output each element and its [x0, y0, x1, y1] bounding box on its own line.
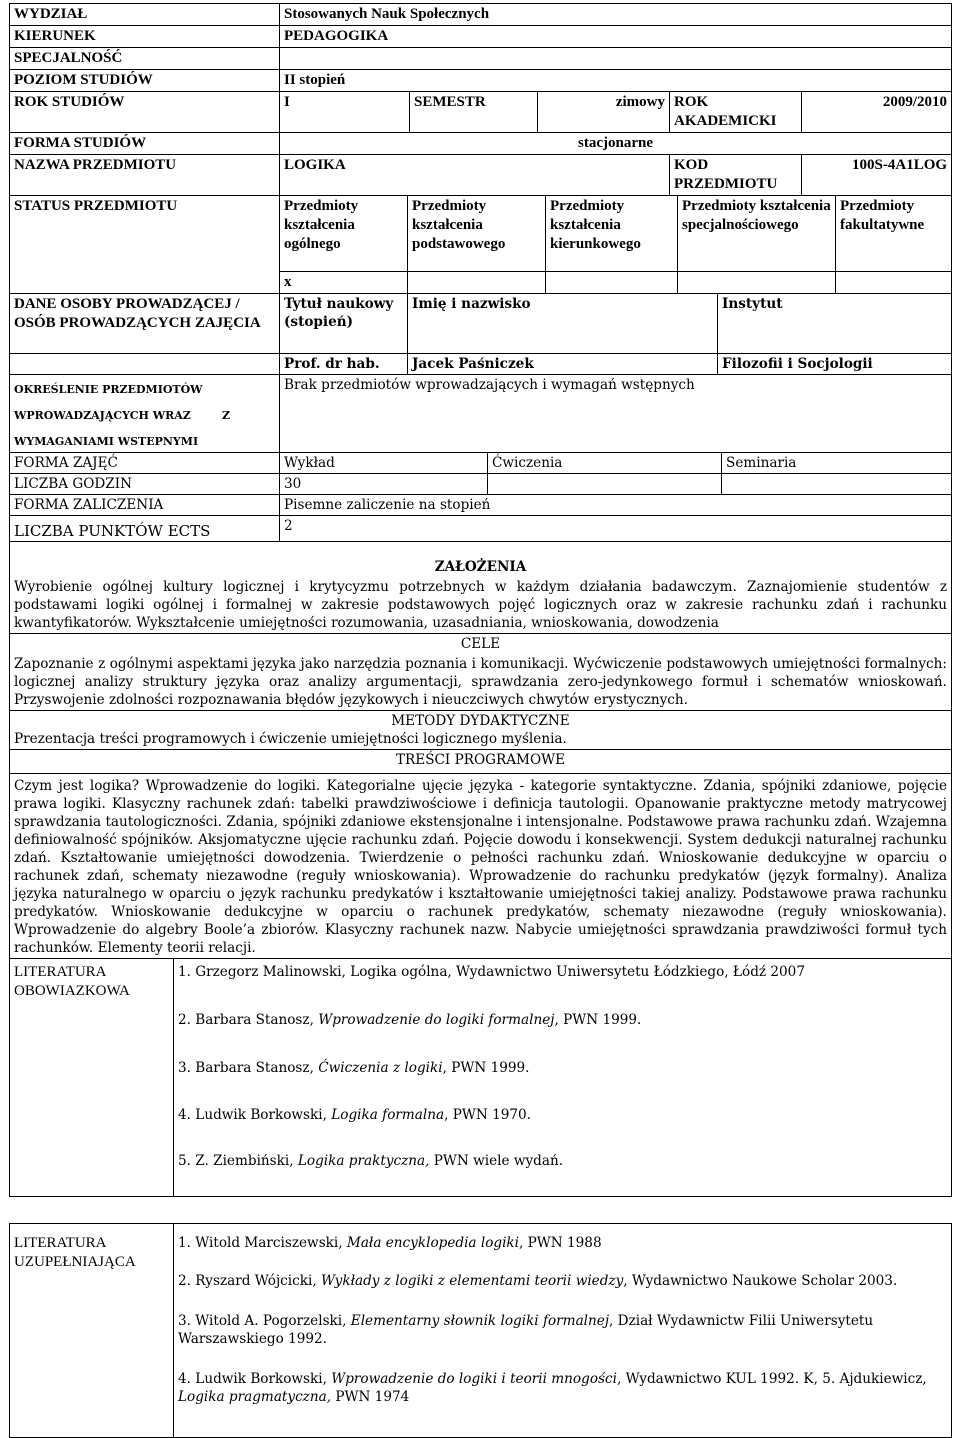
kierunek-value: PEDAGOGIKA [280, 26, 952, 48]
zaliczenie-label: FORMA ZALICZENIA [10, 495, 280, 516]
semestr-value: zimowy [538, 92, 670, 133]
prowadzacy-title: Prof. dr hab. [280, 354, 408, 375]
ects-value: 2 [280, 516, 952, 542]
rok-value: I [280, 92, 410, 133]
tresci-section [10, 774, 952, 959]
zalozenia-section [10, 542, 952, 634]
forma-zajec-seminaria: Seminaria [722, 453, 952, 474]
forma-zajec-label: FORMA ZAJĘĆ [10, 453, 280, 474]
kierunek-label: KIERUNEK [10, 26, 280, 48]
lit-uz-item-1-title: Mała encyklopedia logiki [346, 1235, 520, 1251]
tresci-heading: TREŚCI PROGRAMOWE [395, 752, 566, 768]
wymagania-label-line2: WPROWADZAJĄCYCH WRAZ [14, 409, 191, 422]
poziom-value: II stopień [280, 70, 952, 92]
lit-uz-item-4-post2: PWN 1974 [331, 1389, 410, 1405]
metody-section [10, 711, 952, 750]
lit-uz-item-2-post: , Wydawnictwo Naukowe Scholar 2003. [623, 1273, 898, 1289]
lit-uz-item-4-title2: Logika pragmatyczna, [178, 1389, 332, 1405]
lit-ob-item-3 [178, 1059, 947, 1079]
forma-zajec-table [9, 452, 952, 542]
lit-ob-item-5-title: Logika praktyczna, [297, 1153, 430, 1169]
lit-uz-item-1-post: , PWN 1988 [519, 1235, 602, 1251]
wymagania-table [9, 374, 952, 453]
wymagania-label-z: Z [222, 409, 231, 422]
rok-akademicki-value: 2009/2010 [802, 92, 952, 133]
metody-heading: METODY DYDAKTYCZNE [391, 713, 570, 729]
forma-studiow-value: stacjonarne [280, 133, 952, 155]
lit-uz-item-1-pre: 1. Witold Marciszewski, [178, 1235, 347, 1251]
lit-uz-item-2 [178, 1272, 947, 1290]
specjalnosc-label: SPECJALNOŚĆ [10, 48, 280, 70]
lit-ob-item-3-title: Ćwiczenia z logiki [318, 1060, 443, 1076]
prowadzacy-inst: Filozofii i Socjologii [718, 354, 952, 375]
kod-przedmiotu-value: 100S-4A1LOG [802, 155, 952, 196]
literatura-uzupelniajaca-label-1: LITERATURA [14, 1235, 107, 1251]
status-option-podstawowe: Przedmioty kształcenia podstawowego [408, 196, 546, 272]
forma-zajec-wyklad: Wykład [280, 453, 488, 474]
lit-uz-item-4 [178, 1370, 947, 1406]
semestr-label: SEMESTR [410, 92, 538, 133]
lit-uz-item-3 [178, 1312, 947, 1348]
lit-ob-item-5-pre: 5. Z. Ziembiński, [178, 1153, 298, 1169]
lit-ob-item-4-post: , PWN 1970. [444, 1107, 531, 1123]
literatura-uzupelniajaca-table [9, 1223, 952, 1438]
cele-text: Zapoznanie z ogólnymi aspektami języka jako narzędzia poznania i komunikacji. Wyćwiczenie podstawowych umiejętności formalnych: logicznej analizy struktury języka oraz analizy argumentacji, sprawdzania zero-jedynkowego formuł i schematów wnioskowań. Przyswojenie zdolności rozpoznawania błędów językowych i nieuczciwych chwytów erystycznych. [14, 656, 947, 708]
zalozenia-heading: ZAŁOŻENIA [434, 559, 527, 575]
ects-label: LICZBA PUNKTÓW ECTS [10, 516, 280, 542]
zaliczenie-value: Pisemne zaliczenie na stopień [280, 495, 952, 516]
lit-ob-item-1 [178, 963, 947, 983]
status-option-fakultatywne: Przedmioty fakultatywne [836, 196, 952, 272]
lit-uz-item-3-post: , Dział Wydawnictw Filii Uniwersytetu Warszawskiego 1992. [178, 1313, 874, 1347]
tresci-heading-cell [10, 750, 952, 774]
lit-uz-item-2-title: Wykłady z logiki z elementami teorii wiedzy [320, 1273, 624, 1289]
literatura-obowiazkowa-table [9, 958, 952, 1197]
rok-label: ROK STUDIÓW [10, 92, 280, 133]
lit-ob-item-3-post: , PWN 1999. [442, 1060, 530, 1076]
lit-uz-item-3-pre: 3. Witold A. Pogorzelski, [178, 1313, 351, 1329]
lit-ob-item-1-text: 1. Grzegorz Malinowski, Logika ogólna, Wydawnictwo Uniwersytetu Łódzkiego, Łódź 2007 [178, 964, 805, 980]
nazwa-przedmiotu-value: LOGIKA [280, 155, 670, 196]
literatura-obowiazkowa-list [174, 959, 952, 1197]
literatura-obowiazkowa-label [10, 959, 174, 1197]
status-option-specjalnosciowe: Przedmioty kształcenia specjalnościowego [678, 196, 836, 272]
lit-uz-item-1 [178, 1234, 947, 1252]
literatura-obowiazkowa-label-1: LITERATURA [14, 964, 107, 980]
prowadzacy-label: DANE OSOBY PROWADZĄCEJ / OSÓB PROWADZĄCYCH ZAJĘCIA [10, 294, 280, 354]
lit-ob-item-5-post: PWN wiele wydań. [429, 1153, 564, 1169]
specjalnosc-value [280, 48, 952, 70]
status-table [9, 195, 952, 294]
forma-zajec-cwiczenia: Ćwiczenia [488, 453, 722, 474]
lit-ob-item-4-title: Logika formalna [331, 1107, 445, 1123]
status-label: STATUS PRZEDMIOTU [10, 196, 280, 294]
status-option-ogolne: Przedmioty kształcenia ogólnego [280, 196, 408, 272]
wymagania-value: Brak przedmiotów wprowadzających i wymagań wstępnych [280, 375, 952, 453]
lit-ob-item-5 [178, 1152, 947, 1172]
lit-ob-item-4 [178, 1106, 947, 1126]
prowadzacy-col-name: Imię i nazwisko [408, 294, 718, 354]
wydzial-value: Stosowanych Nauk Społecznych [280, 4, 952, 26]
wymagania-label [10, 375, 280, 453]
zalozenia-text: Wyrobienie ogólnej kultury logicznej i krytycyzmu potrzebnych w każdym działania badawczym. Zaznajomienie studentów z podstawami logiki ogólnej i formalnej w zakresie podstawowych pojęć logicznych oraz w zakresie rachunku zdań i rachunku kwantyfikatorów. Wykształcenie umiejętności rozumowania, uzasadniania, wnioskowania, dowodzenia [14, 579, 947, 631]
wydzial-label: WYDZIAŁ [10, 4, 280, 26]
literatura-uzupelniajaca-label [10, 1224, 174, 1438]
lit-uz-item-4-post: , Wydawnictwo KUL 1992. K, 5. Ajdukiewicz, [616, 1371, 927, 1387]
cele-section [10, 634, 952, 711]
status-option-kierunkowe: Przedmioty kształcenia kierunkowego [546, 196, 678, 272]
cele-heading: CELE [460, 636, 501, 652]
lit-uz-item-4-title: Wprowadzenie do logiki i teorii mnogości [331, 1371, 617, 1387]
syllabus-page [9, 3, 951, 1438]
lit-ob-item-2-post: , PWN 1999. [554, 1012, 642, 1028]
nazwa-przedmiotu-label: NAZWA PRZEDMIOTU [10, 155, 280, 196]
tresci-text: Czym jest logika? Wprowadzenie do logiki. Kategorialne ujęcie języka - kategorie syntaktyczne. Zdania, spójniki zdaniowe, pojęcie prawa logiki. Klasyczny rachunek zdań: tabelki prawdziwościowe i definicja tautologii. Opanowanie praktyczne metody matrycowej sprawdzania tautologiczności. Zdania, spójniki zdaniowe ekstensjonalne i intensjonalne. Podstawowe prawa rachunku zdań. Wzajemna definiowalność spójników. Aksjomatyczne ujęcie rachunku zdań. Pojęcie dowodu i konsekwencji. System dedukcji naturalnej rachunku zdań. Kształtowanie umiejętności dowodzenia. Twierdzenie o pełności rachunku zdań. Wnioskowanie dedukcyjne w oparciu o rachunek zdań, schematy niezawodne (reguły wnioskowania). Wprowadzenie do rachunku predykatów (język formalny). Analiza języka naturalnego w oparciu o język rachunku predykatów i kształtowanie umiejętności takiej analizy. Podstawowe prawa rachunku predykatów. Wnioskowanie dedukcyjne w oparciu o rachunek predykatów, schematy niezawodne (reguły wnioskowania). Wprowadzenie do algebry Boole’a zbiorów. Klasyczny rachunek nazw. Nabycie umiejętności sprawdzania prawdziwości formuł tych rachunków. Elementy teorii relacji. [14, 778, 947, 956]
literatura-uzupelniajaca-list [174, 1224, 952, 1438]
header-table [9, 3, 952, 196]
wymagania-label-line1: OKREŚLENIE PRZEDMIOTÓW [14, 383, 203, 396]
literatura-uzupelniajaca-label-2: UZUPEŁNIAJĄCA [14, 1254, 136, 1270]
godziny-label: LICZBA GODZIN [10, 474, 280, 495]
status-mark: x [280, 272, 408, 294]
literatura-obowiazkowa-label-2: OBOWIAZKOWA [14, 983, 130, 999]
prowadzacy-col-title: Tytuł naukowy (stopień) [280, 294, 408, 354]
lit-ob-item-3-pre: 3. Barbara Stanosz, [178, 1060, 319, 1076]
kod-przedmiotu-label: KOD PRZEDMIOTU [670, 155, 802, 196]
prowadzacy-col-inst: Instytut [718, 294, 952, 354]
content-table [9, 541, 952, 959]
lit-ob-item-4-pre: 4. Ludwik Borkowski, [178, 1107, 332, 1123]
lit-uz-item-2-pre: 2. Ryszard Wójcicki, [178, 1273, 321, 1289]
lit-uz-item-4-pre: 4. Ludwik Borkowski, [178, 1371, 332, 1387]
lit-ob-item-2-title: Wprowadzenie do logiki formalnej [318, 1012, 555, 1028]
poziom-label: POZIOM STUDIÓW [10, 70, 280, 92]
prowadzacy-name: Jacek Paśniczek [408, 354, 718, 375]
wymagania-label-line3: WYMAGANIAMI WSTEPNYMI [14, 435, 199, 448]
godziny-value: 30 [280, 474, 488, 495]
lit-ob-item-2-pre: 2. Barbara Stanosz, [178, 1012, 319, 1028]
lit-uz-item-3-title: Elementarny słownik logiki formalnej [350, 1313, 610, 1329]
forma-studiow-label: FORMA STUDIÓW [10, 133, 280, 155]
rok-akademicki-label: ROK AKADEMICKI [670, 92, 802, 133]
lit-ob-item-2 [178, 1011, 947, 1031]
metody-text: Prezentacja treści programowych i ćwiczenie umiejętności logicznego myślenia. [14, 731, 567, 747]
prowadzacy-table [9, 293, 952, 375]
